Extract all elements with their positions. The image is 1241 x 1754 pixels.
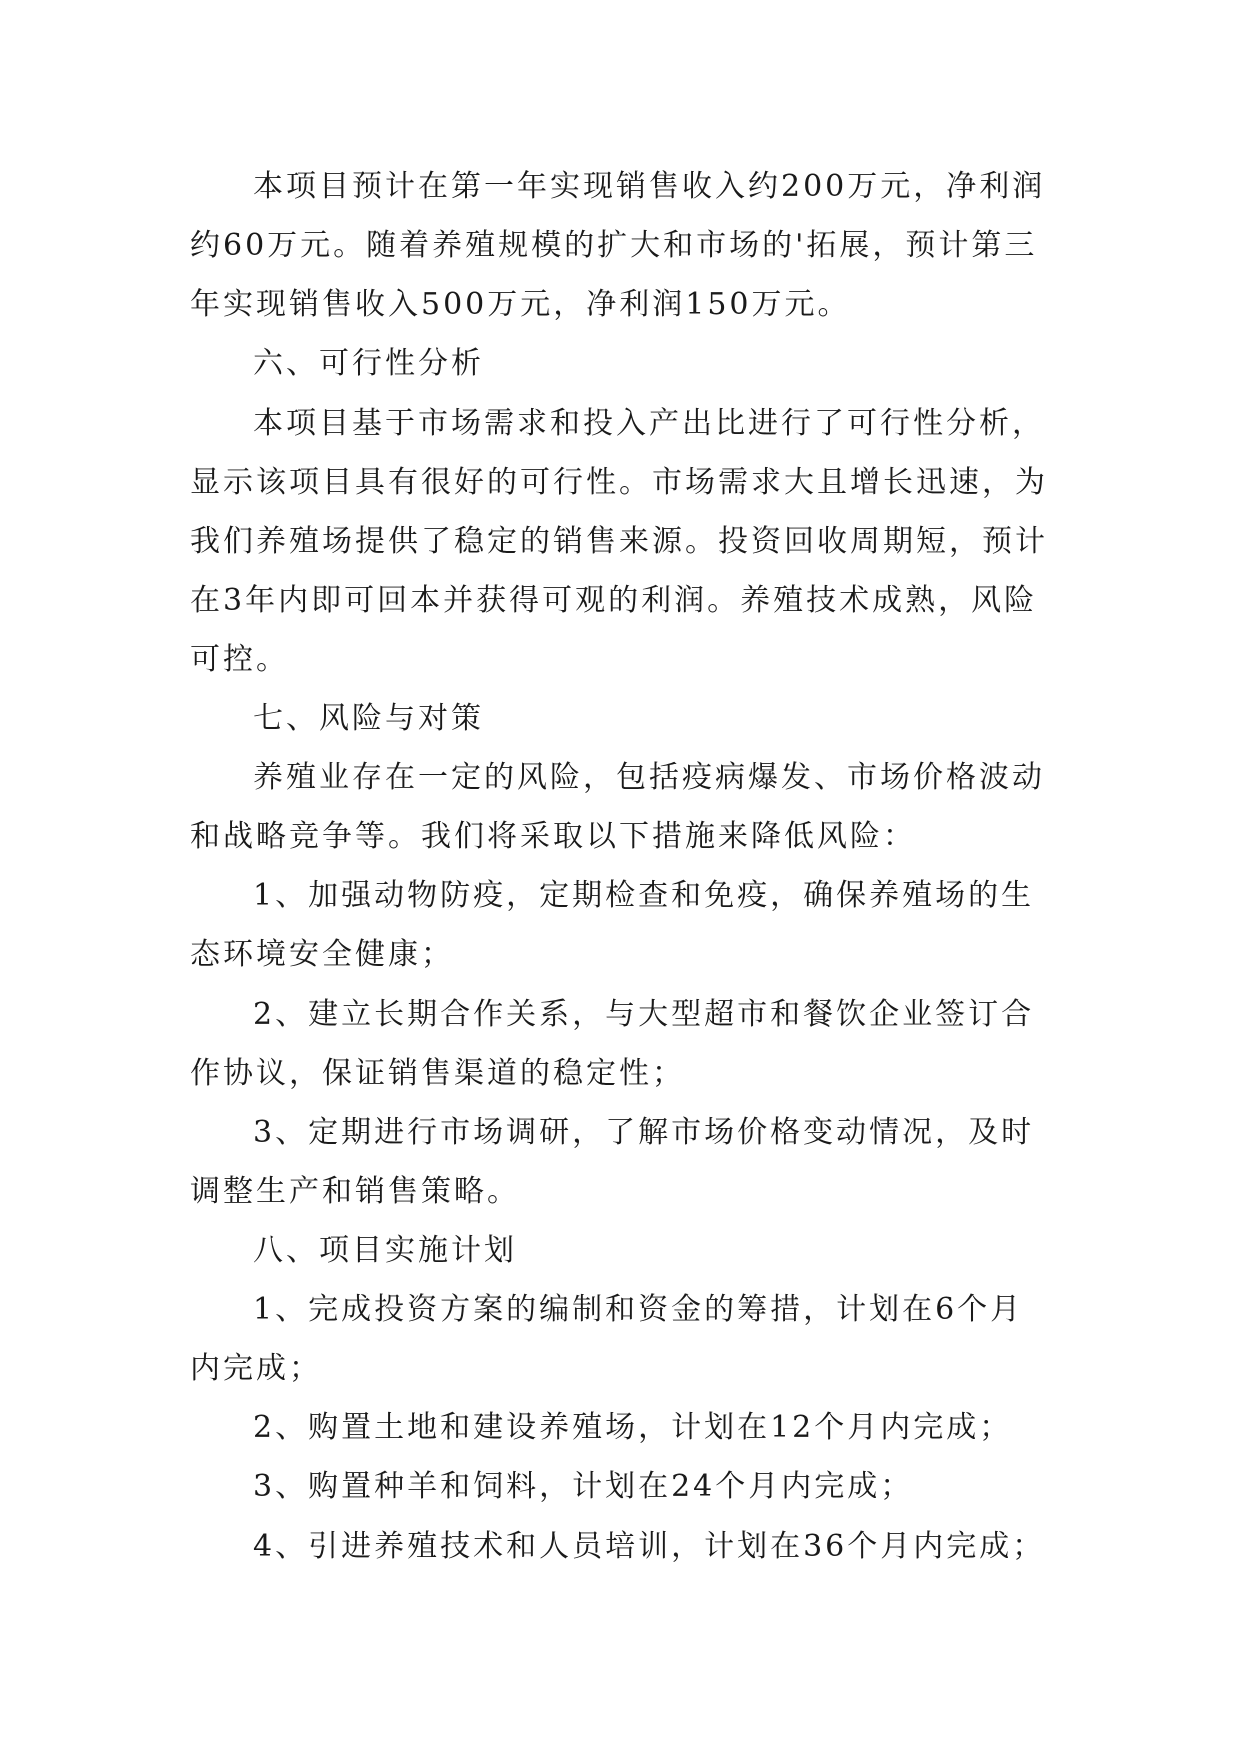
paragraph-line: 在3年内即可回本并获得可观的利润。养殖技术成熟，风险	[190, 583, 1038, 618]
list-item-line: 2、建立长期合作关系，与大型超市和餐饮企业签订合	[253, 997, 1035, 1032]
paragraph-line: 显示该项目具有很好的可行性。市场需求大且增长迅速，为	[190, 465, 1048, 500]
paragraph-line: 我们养殖场提供了稳定的销售来源。投资回收周期短，预计	[190, 524, 1048, 559]
list-item-line: 2、购置土地和建设养殖场，计划在12个月内完成；	[253, 1410, 1013, 1445]
list-item-line: 态环境安全健康；	[190, 937, 454, 972]
list-item-line: 3、定期进行市场调研，了解市场价格变动情况，及时	[253, 1115, 1035, 1150]
paragraph-line: 约60万元。随着养殖规模的扩大和市场的'拓展，预计第三	[190, 228, 1038, 263]
paragraph-line: 年实现销售收入500万元，净利润150万元。	[190, 287, 851, 322]
list-item-line: 1、完成投资方案的编制和资金的筹措，计划在6个月	[253, 1292, 1024, 1327]
list-item-line: 4、引进养殖技术和人员培训，计划在36个月内完成；	[253, 1529, 1046, 1564]
list-item-line: 1、加强动物防疫，定期检查和免疫，确保养殖场的生	[253, 878, 1035, 913]
paragraph-line: 可控。	[190, 642, 289, 677]
section-heading: 七、风险与对策	[253, 701, 484, 736]
list-item-line: 作协议，保证销售渠道的稳定性；	[190, 1056, 685, 1091]
list-item-line: 调整生产和销售策略。	[190, 1174, 520, 1209]
paragraph-line: 本项目基于市场需求和投入产出比进行了可行性分析，	[253, 406, 1045, 441]
list-item-line: 3、购置种羊和饲料，计划在24个月内完成；	[253, 1469, 914, 1504]
section-heading: 六、可行性分析	[253, 346, 484, 381]
paragraph-line: 养殖业存在一定的风险，包括疫病爆发、市场价格波动	[253, 760, 1045, 795]
paragraph-line: 和战略竞争等。我们将采取以下措施来降低风险：	[190, 819, 916, 854]
section-heading: 八、项目实施计划	[253, 1233, 517, 1268]
paragraph-line: 本项目预计在第一年实现销售收入约200万元，净利润	[253, 169, 1046, 204]
list-item-line: 内完成；	[190, 1351, 322, 1386]
